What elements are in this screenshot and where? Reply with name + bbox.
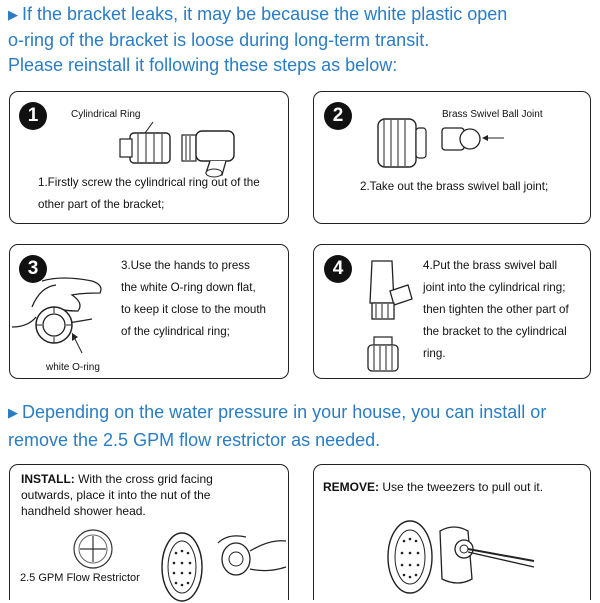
install-line-2: outwards, place it into the nut of the: [21, 488, 211, 502]
remove-line: Use the tweezers to pull out it.: [379, 480, 544, 494]
step-2-number: 2: [324, 102, 352, 130]
intro-line-2: o-ring of the bracket is loose during long-term transit.: [8, 30, 430, 50]
bracket-disassembly-illustration: [110, 117, 250, 177]
remove-card: [313, 464, 591, 600]
step-3-number: 3: [19, 255, 47, 283]
flow-restrictor-label: 2.5 GPM Flow Restrictor: [20, 572, 140, 584]
step-3-line-4: of the cylindrical ring;: [121, 325, 230, 338]
bullet-triangle-icon: ▶: [8, 405, 18, 420]
step-1-line-2: other part of the bracket;: [38, 198, 165, 211]
step-4-line-2: joint into the cylindrical ring;: [423, 281, 566, 294]
shower-head-install-illustration: [158, 523, 288, 603]
step-3-line-3: to keep it close to the mouth: [121, 303, 267, 316]
swivel-ball-joint-illustration: [370, 114, 520, 174]
brass-swivel-ball-joint-label: Brass Swivel Ball Joint: [442, 109, 543, 120]
step-2-text: [360, 176, 588, 198]
step-4-card: [313, 244, 591, 379]
flow-restrictor-icon: [68, 527, 118, 577]
step-4-line-1: 4.Put the brass swivel ball: [423, 259, 558, 272]
step-2-card: [313, 91, 591, 224]
step-4-number: 4: [324, 255, 352, 283]
reassembly-illustration: [354, 257, 424, 377]
step-3-card: [9, 244, 289, 379]
install-line-3: handheld shower head.: [21, 504, 146, 518]
step-1-card: [9, 91, 289, 224]
step-4-line-5: ring.: [423, 347, 446, 360]
step-3-text: [121, 255, 286, 343]
install-text: [21, 471, 281, 519]
step-1-text: [38, 172, 288, 216]
intro-line-1: If the bracket leaks, it may be because the white plastic open: [22, 4, 508, 24]
step-2-line-1: 2.Take out the brass swivel ball joint;: [360, 180, 549, 193]
hand-pressing-o-ring-illustration: [12, 267, 122, 377]
step-4-text: [423, 255, 589, 365]
install-line-1: With the cross grid facing: [74, 472, 213, 486]
install-card: [9, 464, 289, 600]
install-heading: INSTALL:: [21, 472, 75, 486]
section2-line-2: remove the 2.5 GPM flow restrictor as needed.: [8, 430, 381, 450]
section2-line-1: Depending on the water pressure in your house, you can install or: [22, 402, 547, 422]
shower-head-remove-illustration: [384, 509, 584, 599]
remove-heading: REMOVE:: [323, 480, 380, 494]
step-4-line-4: the bracket to the cylindrical: [423, 325, 567, 338]
white-o-ring-label: white O-ring: [46, 362, 100, 373]
step-3-line-1: 3.Use the hands to press: [121, 259, 250, 272]
cylindrical-ring-label: Cylindrical Ring: [71, 109, 141, 120]
step-1-line-1: 1.Firstly screw the cylindrical ring out of the: [38, 176, 260, 189]
remove-text: [323, 479, 591, 495]
step-4-line-3: then tighten the other part of: [423, 303, 569, 316]
bullet-triangle-icon: ▶: [8, 7, 18, 22]
intro-text: [8, 2, 598, 78]
step-3-line-2: the white O-ring down flat,: [121, 281, 256, 294]
intro-line-3: Please reinstall it following these steps as below:: [8, 55, 398, 75]
step-1-number: 1: [19, 102, 47, 130]
flow-restrictor-heading: [8, 399, 598, 453]
